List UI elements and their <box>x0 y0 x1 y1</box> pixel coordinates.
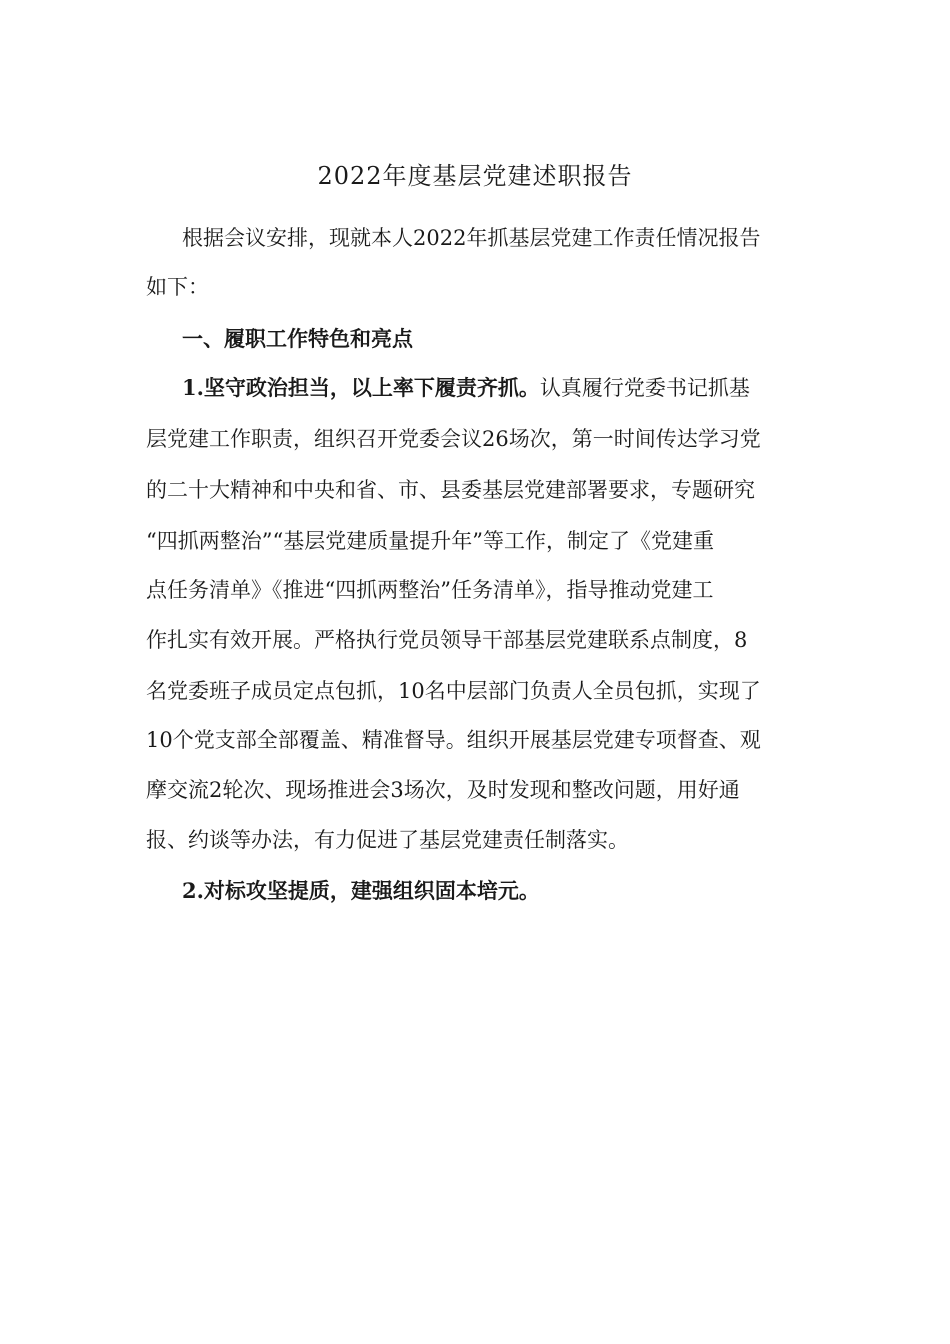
intro-line-1: 根据会议安排，现就本人2022年抓基层党建工作责任情况报告 <box>182 226 761 250</box>
paragraph-line: 10个党支部全部覆盖、精准督导。组织开展基层党建专项督查、观 <box>146 728 761 752</box>
document-title: 2022年度基层党建述职报告 <box>317 162 633 190</box>
intro-line-2: 如下： <box>146 275 209 299</box>
item1-lead-rest: 认真履行党委书记抓基 <box>539 376 750 400</box>
paragraph-line: 名党委班子成员定点包抓，10名中层部门负责人全员包抓，实现了 <box>146 679 761 703</box>
section-heading: 一、履职工作特色和亮点 <box>182 326 413 351</box>
item2-lead: 2.对标攻坚提质，建强组织固本培元。 <box>182 878 540 903</box>
item1-first-line <box>182 373 842 403</box>
item1-lead: 1.坚守政治担当，以上率下履责齐抓。 <box>182 375 540 400</box>
paragraph-line: 作扎实有效开展。严格执行党员领导干部基层党建联系点制度，8 <box>146 628 748 652</box>
paragraph-line: “四抓两整治”“基层党建质量提升年”等工作，制定了《党建重 <box>146 529 714 553</box>
paragraph-line: 摩交流2轮次、现场推进会3场次，及时发现和整改问题，用好通 <box>146 778 740 802</box>
paragraph-line: 点任务清单》《推进“四抓两整治”任务清单》，指导推动党建工 <box>146 578 714 602</box>
paragraph-line: 层党建工作职责，组织召开党委会议26场次，第一时间传达学习党 <box>146 427 761 451</box>
paragraph-line: 的二十大精神和中央和省、市、县委基层党建部署要求，专题研究 <box>146 478 755 502</box>
paragraph-line: 报、约谈等办法，有力促进了基层党建责任制落实。 <box>146 828 629 852</box>
